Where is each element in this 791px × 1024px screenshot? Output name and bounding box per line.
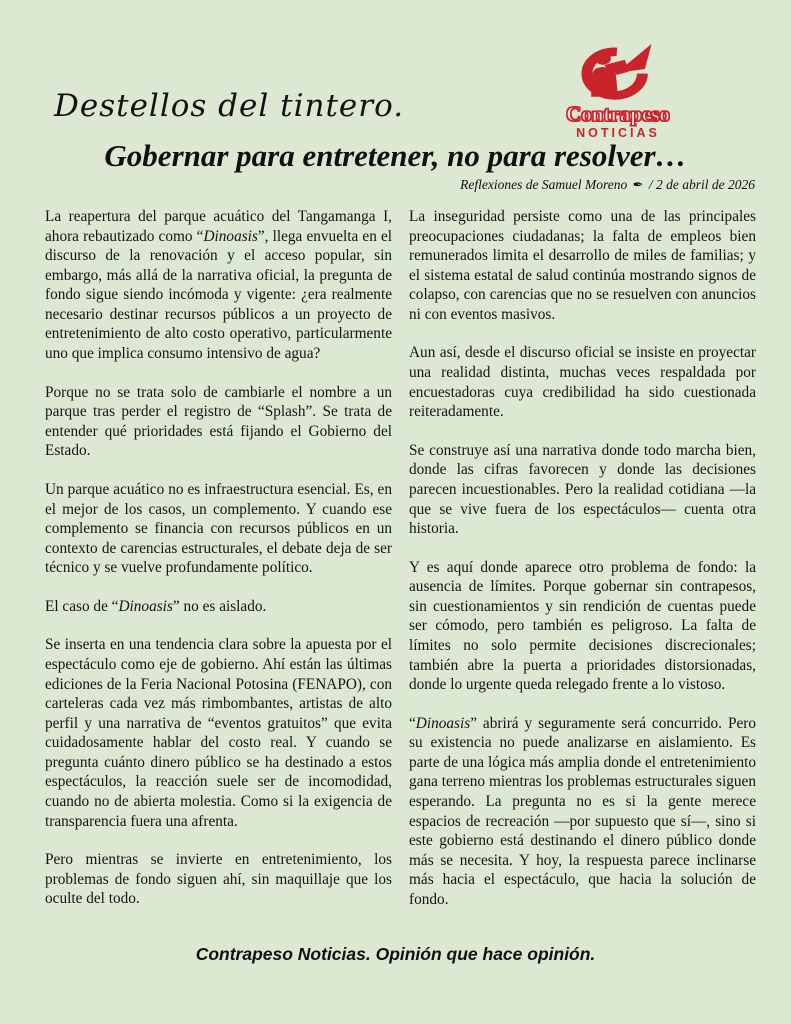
byline-date: / 2 de abril de 2026 [648, 177, 755, 192]
logo-wordmark: Contrapeso [566, 102, 670, 126]
article-column-right [409, 207, 756, 929]
paragraph: Se construye así una narrativa donde todo marcha bien, donde las cifras favorecen y donde las decisiones parecen incuestionables. Pero la realidad cotidiana —la que se vive fuera de los espectáculos— cuenta otra historia. [409, 441, 756, 538]
paragraph: Se inserta en una tendencia clara sobre la apuesta por el espectáculo como eje de gobierno. Ahí están las últimas ediciones de la Feria Nacional Potosina (FENAPO), con carteleras cada vez más rimbombantes, artistas de alto perfil y una narrativa de “eventos gratuitos” que evita cuidadosamente hablar del costo real. Y cuando se pregunta cuánto dinero público se ha destinado a estos espectáculos, la reacción suele ser de incomodidad, cuando no de abierta molestia. Como si la exigencia de transparencia fuera una afrenta. [45, 636, 392, 830]
paragraph: Y es aquí donde aparece otro problema de fondo: la ausencia de límites. Porque gobernar sin contrapesos, sin cuestionamientos y sin rendición de cuentas puede ser cómodo, pero también es peligroso. La falta de límites no solo permite decisiones discrecionales; también abre la puerta a prioridades distorsionadas, donde lo urgente queda relegado frente a lo vistoso. [409, 558, 756, 694]
headline: Gobernar para entretener, no para resolver… [104, 138, 687, 173]
column-script-title: Destellos del tintero. [54, 88, 405, 124]
paragraph: Aun así, desde el discurso oficial se insiste en proyectar una realidad distinta, muchas veces respaldada por encuestadoras cuya credibilidad ha sido cuestionada reiteradamente. [409, 344, 756, 421]
footer-tagline: Contrapeso Noticias. Opinión que hace opinión. [195, 944, 596, 964]
paragraph: La inseguridad persiste como una de las principales preocupaciones ciudadanas; la falta de empleos bien remunerados limita el desarrollo de miles de familias; y el sistema estatal de salud continúa mostrando signos de colapso, con carencias que no se resuelven con anuncios ni con eventos masivos. [409, 208, 756, 323]
paragraph: Pero mientras se invierte en entretenimiento, los problemas de fondo siguen ahí, sin maquillaje que los oculte del todo. [45, 851, 392, 908]
contrapeso-logo [548, 36, 688, 140]
paragraph: El caso de “Dinoasis” no es aislado. [45, 597, 267, 615]
paragraph: “Dinoasis” abrirá y seguramente será concurrido. Pero su existencia no puede analizarse en aislamiento. Es parte de una lógica más amplia donde el entretenimiento gana terreno mientras los problemas estructurales siguen esperando. La pregunta no es si la gente merece espacios de recreación —por supuesto que sí—, sino si este gobierno está destinando el dinero público donde más se necesita. Y hoy, la respuesta parece inclinarse más hacia el espectáculo, que hacia la solución de fondo. [409, 714, 756, 908]
logo-subtitle: NOTICIAS [576, 126, 660, 140]
megaphone-emblem-icon [576, 36, 660, 102]
byline [460, 177, 755, 193]
paragraph: Porque no se trata solo de cambiarle el nombre a un parque tras perder el registro de “Splash”. Se trata de entender qué prioridades está fijando el Gobierno del Estado. [45, 383, 392, 460]
article-body [45, 207, 756, 929]
byline-author: Reflexiones de Samuel Moreno [460, 177, 628, 192]
paragraph: Un parque acuático no es infraestructura esencial. Es, en el mejor de los casos, un complemento. Y cuando ese complemento se financia con recursos públicos en un contexto de carencias estructurales, el debate deja de ser técnico y se vuelve profundamente político. [45, 480, 392, 577]
pen-icon: ✒ [632, 177, 644, 192]
article-column-left [45, 207, 392, 929]
paragraph: La reapertura del parque acuático del Tangamanga I, ahora rebautizado como “Dinoasis”, llega envuelta en el discurso de la renovación y el acceso popular, sin embargo, más allá de la narrativa oficial, la pregunta de fondo sigue siendo incómoda y vigente: ¿era realmente necesario destinar recursos públicos a un proyecto de entretenimiento de alto costo operativo, particularmente uno que implica consumo intensivo de agua? [45, 208, 393, 363]
